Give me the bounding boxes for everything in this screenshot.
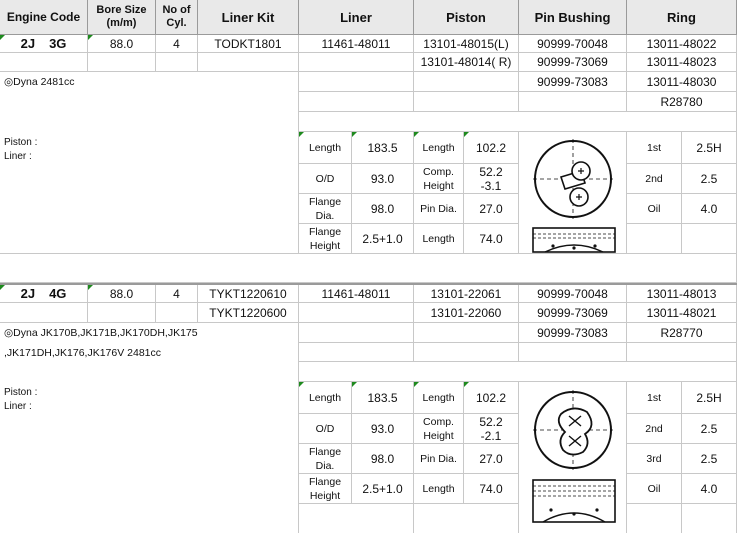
empty-cell <box>519 92 627 112</box>
empty-cell <box>414 92 519 112</box>
header-cylinders-line1: No of <box>162 4 191 16</box>
empty-cell <box>0 303 88 323</box>
liner-od-value: 93.0 <box>352 164 414 194</box>
header-cylinders <box>156 0 198 35</box>
ring-part-3: R28770 <box>627 323 737 343</box>
piston-comp-height-value-2: -2.1 <box>480 428 502 443</box>
empty-cell <box>88 303 156 323</box>
ring-spec-label-2: 2nd <box>627 164 682 194</box>
ring-spec-label-4 <box>627 224 682 254</box>
engine-code-cell <box>0 285 88 303</box>
ring-part-2: 13011-48021 <box>627 303 737 323</box>
piston-side-view-icon <box>531 226 617 254</box>
pin-bushing-part-2: 90999-73069 <box>519 53 627 72</box>
piston-length-value: 102.2 <box>464 382 519 414</box>
piston-pin-dia-value: 27.0 <box>464 444 519 474</box>
liner-kit-1: TYKT1220610 <box>198 285 299 303</box>
piston-top-view-icon <box>531 386 615 474</box>
piston-length-value: 102.2 <box>464 132 519 164</box>
ring-part-1: 13011-48013 <box>627 285 737 303</box>
piston-part-1: 13101-48015(L) <box>414 35 519 53</box>
piston-length2-label: Length <box>414 224 464 254</box>
liner-flange-dia-label-1: Flange <box>308 195 342 208</box>
header-cylinders-line2: Cyl. <box>166 17 187 29</box>
ring-spec-label-3: Oil <box>627 194 682 224</box>
header-bore-size <box>88 0 156 35</box>
bore-size: 88.0 <box>88 35 156 53</box>
empty-cell <box>299 72 414 92</box>
piston-length-label: Length <box>414 132 464 164</box>
pin-bushing-part-3: 90999-73083 <box>519 323 627 343</box>
liner-part-2 <box>299 303 414 323</box>
liner-flange-dia-value: 98.0 <box>352 444 414 474</box>
empty-cell <box>299 323 414 343</box>
liner-flange-height-label-2: Height <box>309 489 341 502</box>
ring-part-3: 13011-48030 <box>627 72 737 92</box>
liner-note-label: Liner : <box>4 401 32 412</box>
liner-flange-dia-label <box>299 194 352 224</box>
piston-comp-height-value-2: -3.1 <box>480 178 502 193</box>
piston-length2-value: 74.0 <box>464 474 519 504</box>
piston-part-2: 13101-22060 <box>414 303 519 323</box>
piston-comp-height-value-1: 52.2 <box>479 414 503 429</box>
blank-row <box>0 254 737 283</box>
liner-flange-height-value: 2.5+1.0 <box>352 474 414 504</box>
piston-length2-label: Length <box>414 474 464 504</box>
ring-spec-value-2: 2.5 <box>682 414 737 444</box>
ring-part-2: 13011-48023 <box>627 53 737 72</box>
liner-flange-height-value: 2.5+1.0 <box>352 224 414 254</box>
piston-note-label: Piston : <box>4 387 38 398</box>
engine-code-cell <box>0 35 88 53</box>
piston-side-view-icon <box>531 478 617 524</box>
ring-spec-value-1: 2.5H <box>682 382 737 414</box>
empty-cell <box>414 72 519 92</box>
bore-size: 88.0 <box>88 285 156 303</box>
header-ring: Ring <box>627 0 737 35</box>
ring-part-1: 13011-48022 <box>627 35 737 53</box>
header-liner: Liner <box>299 0 414 35</box>
empty-cell <box>156 53 198 72</box>
piston-pin-dia-value: 27.0 <box>464 194 519 224</box>
liner-kit-2 <box>198 53 299 72</box>
ring-spec-value-3: 2.5 <box>682 444 737 474</box>
piston-comp-height-label-2: Height <box>423 429 454 442</box>
liner-part-1: 11461-48011 <box>299 285 414 303</box>
liner-flange-dia-label-2: Dia. <box>315 459 335 472</box>
piston-comp-height-label-2: Height <box>423 179 454 192</box>
header-engine-code: Engine Code <box>0 0 88 35</box>
engine-variant: 3G <box>49 36 67 51</box>
piston-pin-dia-label: Pin Dia. <box>414 194 464 224</box>
liner-length-label: Length <box>299 132 352 164</box>
engine-code: 2J <box>20 286 36 301</box>
piston-comp-height-label <box>414 414 464 444</box>
blank-row <box>0 112 299 132</box>
ring-spec-value-2: 2.5 <box>682 164 737 194</box>
empty-cell <box>299 343 414 362</box>
pin-bushing-part-1: 90999-70048 <box>519 285 627 303</box>
notes-box <box>0 382 299 533</box>
piston-length2-value: 74.0 <box>464 224 519 254</box>
blank-row <box>299 362 737 382</box>
pin-bushing-part-3: 90999-73083 <box>519 72 627 92</box>
header-bore-size-line2: (m/m) <box>106 17 137 29</box>
engine-variant: 4G <box>49 286 67 301</box>
piston-top-view-icon <box>531 135 615 225</box>
blank-row <box>299 112 737 132</box>
header-liner-kit: Liner Kit <box>198 0 299 35</box>
ring-spec-value-4 <box>682 224 737 254</box>
empty-cell <box>414 343 519 362</box>
ring-part-4 <box>627 343 737 362</box>
ring-spec-label-4: Oil <box>627 474 682 504</box>
empty-cell <box>414 504 519 533</box>
piston-comp-height-value <box>464 164 519 194</box>
empty-cell <box>299 92 414 112</box>
liner-flange-dia-label <box>299 444 352 474</box>
piston-length-label: Length <box>414 382 464 414</box>
application-line-2: ,JK171DH,JK176,JK176V 2481cc <box>0 343 299 362</box>
application-line-1: ◎Dyna JK170B,JK171B,JK170DH,JK175 <box>0 323 299 343</box>
liner-flange-height-label-1: Flange <box>308 225 342 238</box>
liner-kit-1: TODKT1801 <box>198 35 299 53</box>
piston-comp-height-label-1: Comp. <box>423 165 454 178</box>
application-line-1: ◎Dyna 2481cc <box>0 72 299 92</box>
notes-box <box>0 132 299 254</box>
cylinder-count: 4 <box>156 285 198 303</box>
empty-cell <box>414 323 519 343</box>
ring-spec-value-4: 4.0 <box>682 474 737 504</box>
ring-spec-label-3: 3rd <box>627 444 682 474</box>
liner-flange-height-label-2: Height <box>309 239 341 252</box>
liner-flange-dia-label-1: Flange <box>308 445 342 458</box>
liner-note-label: Liner : <box>4 151 32 162</box>
ring-part-4: R28780 <box>627 92 737 112</box>
piston-comp-height-label-1: Comp. <box>423 415 454 428</box>
liner-od-label: O/D <box>299 164 352 194</box>
empty-cell <box>0 53 88 72</box>
piston-comp-height-label <box>414 164 464 194</box>
liner-kit-2: TYKT1220600 <box>198 303 299 323</box>
liner-part-1: 11461-48011 <box>299 35 414 53</box>
ring-spec-label-1: 1st <box>627 132 682 164</box>
application-line-2 <box>0 92 299 112</box>
blank-row <box>0 362 299 382</box>
liner-part-2 <box>299 53 414 72</box>
cylinder-count: 4 <box>156 35 198 53</box>
header-bore-size-line1: Bore Size <box>96 4 147 16</box>
piston-pin-dia-label: Pin Dia. <box>414 444 464 474</box>
engine-code: 2J <box>20 36 36 51</box>
ring-spec-value-3: 4.0 <box>682 194 737 224</box>
empty-cell <box>682 504 737 533</box>
pin-bushing-part-1: 90999-70048 <box>519 35 627 53</box>
liner-flange-dia-label-2: Dia. <box>315 209 335 222</box>
liner-od-value: 93.0 <box>352 414 414 444</box>
liner-flange-height-label-1: Flange <box>308 475 342 488</box>
piston-part-2: 13101-48014( R) <box>414 53 519 72</box>
liner-flange-height-label <box>299 224 352 254</box>
empty-cell <box>627 504 682 533</box>
pin-bushing-part-2: 90999-73069 <box>519 303 627 323</box>
empty-cell <box>299 504 414 533</box>
piston-part-1: 13101-22061 <box>414 285 519 303</box>
ring-spec-label-2: 2nd <box>627 414 682 444</box>
header-piston: Piston <box>414 0 519 35</box>
piston-note-label: Piston : <box>4 137 38 148</box>
liner-length-label: Length <box>299 382 352 414</box>
liner-length-value: 183.5 <box>352 382 414 414</box>
liner-length-value: 183.5 <box>352 132 414 164</box>
liner-flange-height-label <box>299 474 352 504</box>
piston-comp-height-value <box>464 414 519 444</box>
header-pin-bushing: Pin Bushing <box>519 0 627 35</box>
empty-cell <box>156 303 198 323</box>
empty-cell <box>88 53 156 72</box>
ring-spec-label-1: 1st <box>627 382 682 414</box>
piston-comp-height-value-1: 52.2 <box>479 164 503 179</box>
empty-cell <box>519 343 627 362</box>
ring-spec-value-1: 2.5H <box>682 132 737 164</box>
liner-flange-dia-value: 98.0 <box>352 194 414 224</box>
liner-od-label: O/D <box>299 414 352 444</box>
